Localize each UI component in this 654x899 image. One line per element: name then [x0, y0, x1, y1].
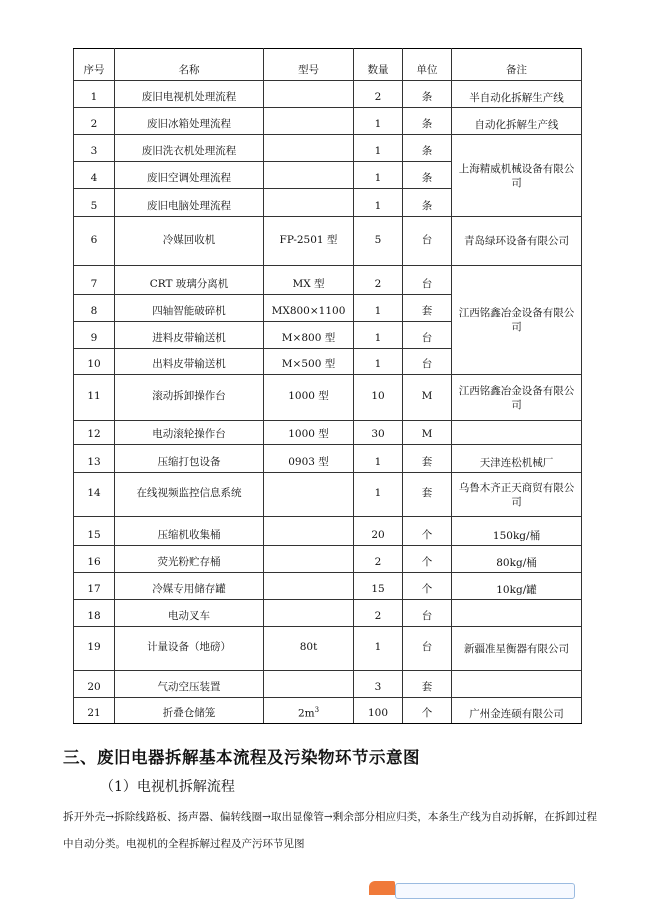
cell-note: 10kg/罐	[452, 573, 582, 600]
cell-no: 2	[74, 108, 115, 135]
cell-name: 废旧空调处理流程	[115, 162, 264, 189]
cell-model	[264, 546, 354, 573]
cell-name: 出料皮带输送机	[115, 349, 264, 375]
header-unit: 单位	[403, 49, 452, 81]
header-note: 备注	[452, 49, 582, 81]
header-qty: 数量	[354, 49, 403, 81]
table-row	[74, 108, 582, 135]
cell-name: CRT 玻璃分离机	[115, 266, 264, 295]
table-row	[74, 671, 582, 698]
cell-unit: 条	[403, 81, 452, 108]
cell-model	[264, 108, 354, 135]
table-row	[74, 266, 582, 295]
cell-model: M×800 型	[264, 322, 354, 349]
cell-no: 11	[74, 375, 115, 421]
cell-model	[264, 473, 354, 517]
cell-unit: 条	[403, 162, 452, 189]
cell-no: 16	[74, 546, 115, 573]
flowchart-box	[395, 883, 575, 899]
cell-model: 1000 型	[264, 421, 354, 445]
cell-qty: 1	[354, 322, 403, 349]
cell-model	[264, 517, 354, 546]
cell-unit: 条	[403, 135, 452, 162]
table-row	[74, 375, 582, 421]
cell-no: 21	[74, 698, 115, 724]
cell-note: 广州金连硕有限公司	[452, 698, 582, 724]
model-base: 2m	[297, 707, 315, 719]
cell-qty: 1	[354, 445, 403, 473]
cell-name: 压缩打包设备	[115, 445, 264, 473]
flowchart-accent-shape	[369, 881, 395, 895]
cell-unit: M	[403, 375, 452, 421]
cell-model: 1000 型	[264, 375, 354, 421]
cell-model: MX 型	[264, 266, 354, 295]
cell-qty: 3	[354, 671, 403, 698]
cell-no: 13	[74, 445, 115, 473]
cell-unit: 台	[403, 322, 452, 349]
cell-no: 8	[74, 295, 115, 322]
table-row	[74, 421, 582, 445]
cell-model	[264, 671, 354, 698]
cell-name: 气动空压装置	[115, 671, 264, 698]
cell-unit: 台	[403, 600, 452, 627]
cell-no: 7	[74, 266, 115, 295]
table-row	[74, 546, 582, 573]
cell-model	[264, 698, 354, 724]
cell-qty: 2	[354, 546, 403, 573]
cell-qty: 1	[354, 162, 403, 189]
cell-model	[264, 135, 354, 162]
cell-name: 电动滚轮操作台	[115, 421, 264, 445]
cell-name: 废旧电脑处理流程	[115, 189, 264, 217]
header-name: 名称	[115, 49, 264, 81]
cell-no: 17	[74, 573, 115, 600]
cell-note: 新疆准星衡器有限公司	[452, 627, 582, 671]
cell-model	[264, 600, 354, 627]
cell-model	[264, 162, 354, 189]
cell-note: 150kg/桶	[452, 517, 582, 546]
cell-name: 压缩机收集桶	[115, 517, 264, 546]
cell-no: 9	[74, 322, 115, 349]
table-row	[74, 627, 582, 671]
cell-qty: 30	[354, 421, 403, 445]
cell-note: 半自动化拆解生产线	[452, 81, 582, 108]
cell-model: FP-2501 型	[264, 217, 354, 266]
cell-no: 10	[74, 349, 115, 375]
section-heading: 三、废旧电器拆解基本流程及污染物环节示意图	[63, 748, 420, 767]
cell-model: 80t	[264, 627, 354, 671]
cell-unit: 台	[403, 349, 452, 375]
cell-unit: 套	[403, 295, 452, 322]
cell-model: M×500 型	[264, 349, 354, 375]
cell-unit: 套	[403, 671, 452, 698]
table-row	[74, 473, 582, 517]
cell-unit: 台	[403, 217, 452, 266]
cell-note: 上海精威机械设备有限公司	[452, 135, 582, 217]
equipment-table	[73, 48, 582, 724]
cell-no: 5	[74, 189, 115, 217]
cell-unit: M	[403, 421, 452, 445]
table-header-row	[74, 49, 582, 81]
cell-name: 废旧电视机处理流程	[115, 81, 264, 108]
cell-unit: 条	[403, 189, 452, 217]
cell-qty: 1	[354, 349, 403, 375]
cell-model	[264, 573, 354, 600]
cell-qty: 1	[354, 473, 403, 517]
table-row	[74, 217, 582, 266]
cell-name: 荧光粉贮存桶	[115, 546, 264, 573]
cell-qty: 1	[354, 627, 403, 671]
cell-note	[452, 600, 582, 627]
cell-qty: 2	[354, 266, 403, 295]
cell-name: 废旧冰箱处理流程	[115, 108, 264, 135]
table-row	[74, 573, 582, 600]
cell-unit: 套	[403, 445, 452, 473]
cell-no: 6	[74, 217, 115, 266]
cell-name: 滚动拆卸操作台	[115, 375, 264, 421]
header-no: 序号	[74, 49, 115, 81]
cell-qty: 1	[354, 189, 403, 217]
table-row	[74, 517, 582, 546]
table-row	[74, 600, 582, 627]
cell-qty: 20	[354, 517, 403, 546]
cell-name: 冷媒专用储存罐	[115, 573, 264, 600]
cell-model	[264, 81, 354, 108]
table-row	[74, 135, 582, 162]
cell-qty: 1	[354, 135, 403, 162]
cell-unit: 个	[403, 698, 452, 724]
cell-unit: 个	[403, 573, 452, 600]
cell-unit: 台	[403, 266, 452, 295]
cell-no: 15	[74, 517, 115, 546]
cell-qty: 2	[354, 600, 403, 627]
cell-unit: 条	[403, 108, 452, 135]
cell-qty: 100	[354, 698, 403, 724]
model-superscript: 3	[314, 705, 320, 714]
cell-no: 14	[74, 473, 115, 517]
table-row	[74, 81, 582, 108]
cell-note	[452, 421, 582, 445]
cell-qty: 5	[354, 217, 403, 266]
cell-note: 江西铭鑫冶金设备有限公司	[452, 375, 582, 421]
cell-note: 青岛绿环设备有限公司	[452, 217, 582, 266]
cell-unit: 个	[403, 517, 452, 546]
cell-qty: 15	[354, 573, 403, 600]
cell-no: 3	[74, 135, 115, 162]
cell-qty: 1	[354, 295, 403, 322]
cell-name: 废旧洗衣机处理流程	[115, 135, 264, 162]
cell-qty: 10	[354, 375, 403, 421]
cell-no: 1	[74, 81, 115, 108]
cell-note: 乌鲁木齐正天商贸有限公司	[452, 473, 582, 517]
cell-unit: 套	[403, 473, 452, 517]
cell-name: 冷媒回收机	[115, 217, 264, 266]
cell-unit: 台	[403, 627, 452, 671]
cell-note: 天津连松机械厂	[452, 445, 582, 473]
cell-unit: 个	[403, 546, 452, 573]
cell-name: 电动叉车	[115, 600, 264, 627]
cell-name: 四轴智能破碎机	[115, 295, 264, 322]
cell-note: 自动化拆解生产线	[452, 108, 582, 135]
subsection-heading: （1）电视机拆解流程	[100, 779, 235, 795]
cell-note	[452, 671, 582, 698]
header-model: 型号	[264, 49, 354, 81]
cell-no: 12	[74, 421, 115, 445]
table-row	[74, 698, 582, 724]
cell-note: 江西铭鑫冶金设备有限公司	[452, 266, 582, 375]
cell-name: 折叠仓储笼	[115, 698, 264, 724]
cell-no: 18	[74, 600, 115, 627]
cell-qty: 2	[354, 81, 403, 108]
cell-model: 0903 型	[264, 445, 354, 473]
cell-note: 80kg/桶	[452, 546, 582, 573]
cell-no: 20	[74, 671, 115, 698]
cell-qty: 1	[354, 108, 403, 135]
cell-model: MX800×1100	[264, 295, 354, 322]
process-paragraph: 拆开外壳→拆除线路板、扬声器、偏转线圈→取出显像管→剩余部分相应归类，本条生产线为自动拆解，在拆卸过程中自动分类。电视机的全程拆解过程及产污环节见图	[63, 811, 597, 850]
cell-name: 在线视频监控信息系统	[115, 473, 264, 517]
cell-model	[264, 189, 354, 217]
cell-name: 进料皮带输送机	[115, 322, 264, 349]
table-row	[74, 445, 582, 473]
cell-no: 19	[74, 627, 115, 671]
cell-name: 计量设备（地磅）	[115, 627, 264, 671]
cell-no: 4	[74, 162, 115, 189]
